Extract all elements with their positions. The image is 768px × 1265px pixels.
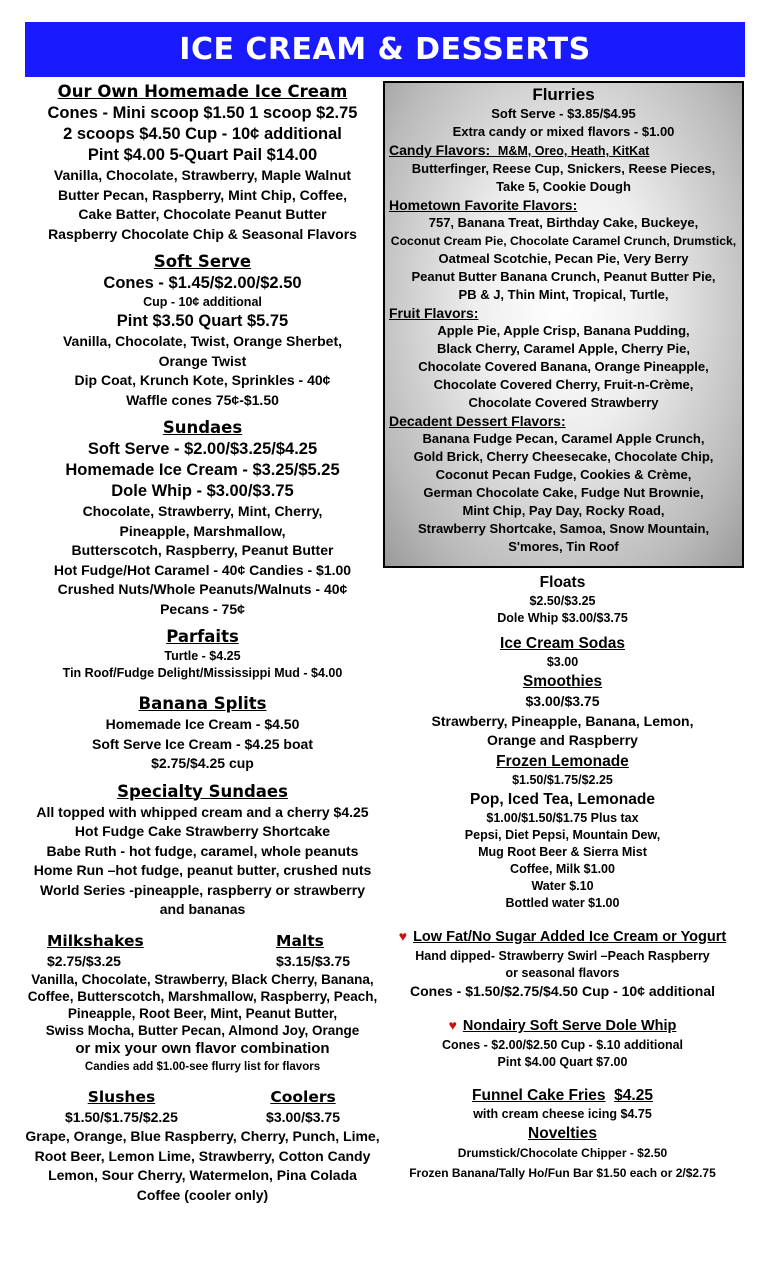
- sundaes-line: Butterscotch, Raspberry, Peanut Butter: [71, 542, 334, 558]
- pop-line: Mug Root Beer & Sierra Mist: [478, 844, 647, 859]
- shake-flavor-line: Vanilla, Chocolate, Strawberry, Black Cherry, Banana,: [31, 972, 374, 987]
- shake-flavor-line: Swiss Mocha, Butter Pecan, Almond Joy, Orange: [45, 1023, 360, 1038]
- lemonade-price: $1.50/$1.75/$2.25: [512, 772, 613, 787]
- sundaes-line: Pineapple, Marshmallow,: [119, 522, 286, 539]
- shake-flavor-line: Candies add $1.00-see flurry list for flavors: [84, 1060, 321, 1073]
- flurries-box: [383, 81, 744, 568]
- fruit-flavor-line: Chocolate Covered Banana, Orange Pineapple,: [418, 359, 709, 374]
- flurries-heading: Flurries: [532, 85, 595, 104]
- slush-flavor-line: Lemon, Sour Cherry, Watermelon, Pina Colada: [48, 1167, 357, 1183]
- malts-price: $3.15/$3.75: [276, 952, 350, 969]
- milkshakes-price: $2.75/$3.25: [47, 952, 121, 969]
- novelties-line: Frozen Banana/Tally Ho/Fun Bar $1.50 each or 2/$2.75: [409, 1165, 716, 1180]
- funnel-heading-row: [380, 1085, 745, 1106]
- decadent-flavor-line: German Chocolate Cake, Fudge Nut Brownie,: [423, 485, 704, 500]
- sundaes-line: Chocolate, Strawberry, Mint, Cherry,: [82, 503, 323, 519]
- decadent-flavor-line: Strawberry Shortcake, Samoa, Snow Mountain,: [417, 521, 710, 536]
- pop-line: Pepsi, Diet Pepsi, Mountain Dew,: [464, 827, 661, 842]
- parfaits-heading: Parfaits: [166, 627, 239, 646]
- homemade-line: Cake Batter, Chocolate Peanut Butter: [78, 206, 327, 222]
- specialty-line: World Series -pineapple, raspberry or strawberry: [40, 881, 365, 898]
- specialty-line: Hot Fudge Cake Strawberry Shortcake: [74, 823, 331, 839]
- heart-icon: ♥: [448, 1017, 457, 1033]
- homemade-line: Raspberry Chocolate Chip & Seasonal Flavors: [48, 225, 357, 242]
- left-column: [25, 80, 380, 1205]
- funnel-price: $4.25: [614, 1087, 653, 1104]
- sodas-price: $3.00: [546, 655, 579, 669]
- decadent-flavor-line: S'mores, Tin Roof: [508, 539, 619, 554]
- decadent-flavor-line: Banana Fudge Pecan, Caramel Apple Crunch,: [422, 431, 705, 446]
- homemade-line: Pint $4.00 5-Quart Pail $14.00: [87, 146, 318, 164]
- specialty-heading: Specialty Sundaes: [117, 781, 288, 801]
- lowfat-heading-row: [380, 926, 745, 948]
- soft-serve-heading: Soft Serve: [153, 252, 252, 271]
- novelties-line: Drumstick/Chocolate Chipper - $2.50: [457, 1146, 668, 1160]
- funnel-line: with cream cheese icing $4.75: [473, 1107, 652, 1121]
- soft-serve-line: Dip Coat, Krunch Kote, Sprinkles - 40¢: [74, 372, 331, 388]
- shake-flavor-line: or mix your own flavor combination: [75, 1040, 330, 1057]
- decadent-flavor-line: Gold Brick, Cherry Cheesecake, Chocolate Chip,: [413, 449, 714, 464]
- funnel-heading: Funnel Cake Fries: [472, 1087, 606, 1104]
- slushes-heading: Slushes: [87, 1087, 156, 1106]
- specialty-line: Home Run –hot fudge, peanut butter, crushed nuts: [33, 862, 372, 878]
- soft-serve-line: Orange Twist: [158, 352, 247, 369]
- homemade-line: Vanilla, Chocolate, Strawberry, Maple Walnut: [53, 167, 352, 183]
- specialty-line: Babe Ruth - hot fudge, caramel, whole peanuts: [46, 842, 359, 859]
- banana-splits-line: Soft Serve Ice Cream - $4.25 boat: [92, 735, 313, 752]
- pop-line: Bottled water $1.00: [505, 895, 620, 910]
- soft-serve-cones: Cones - $1.45/$2.00/$2.50: [103, 274, 302, 292]
- fruit-flavor-line: Black Cherry, Caramel Apple, Cherry Pie,: [437, 341, 690, 356]
- page-title: ICE CREAM & DESSERTS: [25, 22, 745, 77]
- shake-flavor-line: Pineapple, Root Beer, Mint, Peanut Butter,: [67, 1006, 338, 1021]
- right-column: [380, 572, 745, 1183]
- lowfat-line: Hand dipped- Strawberry Swirl –Peach Raspberry: [415, 948, 710, 963]
- decadent-flavor-line: Mint Chip, Pay Day, Rocky Road,: [462, 503, 665, 518]
- coolers-heading: Coolers: [270, 1087, 336, 1106]
- shake-flavor-line: Coffee, Butterscotch, Marshmallow, Raspberry, Peach,: [27, 989, 378, 1004]
- soft-serve-cup: Cup - 10¢ additional: [143, 295, 262, 309]
- soft-serve-line: Vanilla, Chocolate, Twist, Orange Sherbet,: [62, 333, 343, 349]
- slushes-price: $1.50/$1.75/$2.25: [65, 1108, 178, 1125]
- pop-line: Coffee, Milk $1.00: [510, 861, 615, 876]
- lowfat-line: Cones - $1.50/$2.75/$4.50 Cup - 10¢ additional: [409, 982, 715, 999]
- sundaes-heading: Sundaes: [162, 418, 243, 437]
- banana-splits-line: Homemade Ice Cream - $4.50: [105, 716, 300, 732]
- nondairy-line: Cones - $2.00/$2.50 Cup - $.10 additional: [441, 1038, 684, 1052]
- smoothies-line: Orange and Raspberry: [487, 732, 638, 748]
- homemade-line: Butter Pecan, Raspberry, Mint Chip, Coffee,: [57, 186, 348, 203]
- fruit-flavor-line: Chocolate Covered Cherry, Fruit-n-Crème,: [433, 377, 694, 392]
- milkshakes-heading: Milkshakes: [47, 931, 144, 950]
- hometown-flavor-line: Coconut Cream Pie, Chocolate Caramel Crunch, Drumstick,: [390, 234, 737, 248]
- flurries-extra: Extra candy or mixed flavors - $1.00: [452, 124, 675, 139]
- pop-line: Water $.10: [531, 878, 594, 893]
- nondairy-heading: Nondairy Soft Serve Dole Whip: [462, 1018, 677, 1034]
- candy-flavors-label: Candy Flavors:: [389, 142, 491, 158]
- specialty-line: and bananas: [159, 901, 246, 917]
- candy-flavors-first: M&M, Oreo, Heath, KitKat: [497, 144, 650, 158]
- smoothies-line: Strawberry, Pineapple, Banana, Lemon,: [431, 712, 694, 729]
- candy-flavors-heading: [389, 141, 738, 160]
- lowfat-line: or seasonal flavors: [505, 965, 620, 980]
- malts-heading: Malts: [276, 931, 324, 950]
- sundaes-price: Homemade Ice Cream - $3.25/$5.25: [65, 461, 340, 479]
- slush-flavor-line: Coffee (cooler only): [136, 1186, 269, 1203]
- pop-line: $1.00/$1.50/$1.75 Plus tax: [486, 810, 639, 825]
- heart-icon: ♥: [398, 927, 408, 944]
- slush-flavor-line: Grape, Orange, Blue Raspberry, Cherry, Punch, Lime,: [25, 1128, 380, 1144]
- candy-flavor-line: Butterfinger, Reese Cup, Snickers, Reese Pieces,: [411, 161, 716, 176]
- flurries-price: Soft Serve - $3.85/$4.95: [491, 106, 636, 121]
- hometown-flavor-line: Oatmeal Scotchie, Pecan Pie, Very Berry: [438, 251, 689, 266]
- banana-splits-line: $2.75/$4.25 cup: [151, 755, 254, 771]
- sundaes-line: Crushed Nuts/Whole Peanuts/Walnuts - 40¢: [57, 581, 348, 597]
- hometown-flavors-heading: Hometown Favorite Flavors:: [389, 197, 578, 213]
- floats-line: $2.50/$3.25: [529, 594, 596, 608]
- candy-flavor-line: Take 5, Cookie Dough: [496, 179, 631, 194]
- fruit-flavor-line: Apple Pie, Apple Crisp, Banana Pudding,: [437, 323, 690, 338]
- parfaits-line: Tin Roof/Fudge Delight/Mississippi Mud - $4.00: [62, 666, 343, 680]
- sundaes-price: Soft Serve - $2.00/$3.25/$4.25: [87, 440, 318, 458]
- decadent-flavors-heading: Decadent Dessert Flavors:: [389, 413, 566, 429]
- lemonade-heading: Frozen Lemonade: [496, 752, 629, 770]
- fruit-flavors-heading: Fruit Flavors:: [389, 305, 479, 321]
- sundaes-price: Dole Whip - $3.00/$3.75: [111, 482, 294, 500]
- soft-serve-pint: Pint $3.50 Quart $5.75: [116, 312, 289, 330]
- sundaes-line: Pecans - 75¢: [160, 600, 245, 617]
- decadent-flavor-line: Coconut Pecan Fudge, Cookies & Crème,: [435, 467, 692, 482]
- coolers-price: $3.00/$3.75: [266, 1108, 340, 1125]
- hometown-flavor-line: 757, Banana Treat, Birthday Cake, Buckeye,: [428, 215, 699, 230]
- nondairy-heading-row: [380, 1015, 745, 1037]
- hometown-flavor-line: PB & J, Thin Mint, Tropical, Turtle,: [458, 287, 669, 302]
- hometown-flavor-line: Peanut Butter Banana Crunch, Peanut Butter Pie,: [411, 269, 716, 284]
- floats-heading: Floats: [539, 574, 586, 591]
- sundaes-line: Hot Fudge/Hot Caramel - 40¢ Candies - $1.00: [53, 561, 352, 578]
- pop-heading: Pop, Iced Tea, Lemonade: [470, 790, 655, 808]
- homemade-line: Cones - Mini scoop $1.50 1 scoop $2.75: [47, 104, 358, 122]
- specialty-line: All topped with whipped cream and a cherry $4.25: [36, 803, 369, 820]
- homemade-line: 2 scoops $4.50 Cup - 10¢ additional: [63, 125, 342, 143]
- novelties-heading: Novelties: [528, 1125, 597, 1142]
- parfaits-line: Turtle - $4.25: [164, 649, 241, 663]
- fruit-flavor-line: Chocolate Covered Strawberry: [468, 395, 659, 410]
- smoothies-line: $3.00/$3.75: [525, 693, 600, 709]
- soft-serve-line: Waffle cones 75¢-$1.50: [126, 391, 279, 408]
- sodas-heading: Ice Cream Sodas: [500, 635, 625, 652]
- lowfat-heading: Low Fat/No Sugar Added Ice Cream or Yogurt: [413, 928, 727, 945]
- slush-flavor-line: Root Beer, Lemon Lime, Strawberry, Cotton Candy: [34, 1147, 371, 1164]
- floats-line: Dole Whip $3.00/$3.75: [497, 611, 628, 625]
- smoothies-heading: Smoothies: [522, 673, 603, 690]
- banana-splits-heading: Banana Splits: [138, 694, 267, 713]
- homemade-heading: Our Own Homemade Ice Cream: [57, 82, 348, 101]
- nondairy-line: Pint $4.00 Quart $7.00: [497, 1055, 628, 1069]
